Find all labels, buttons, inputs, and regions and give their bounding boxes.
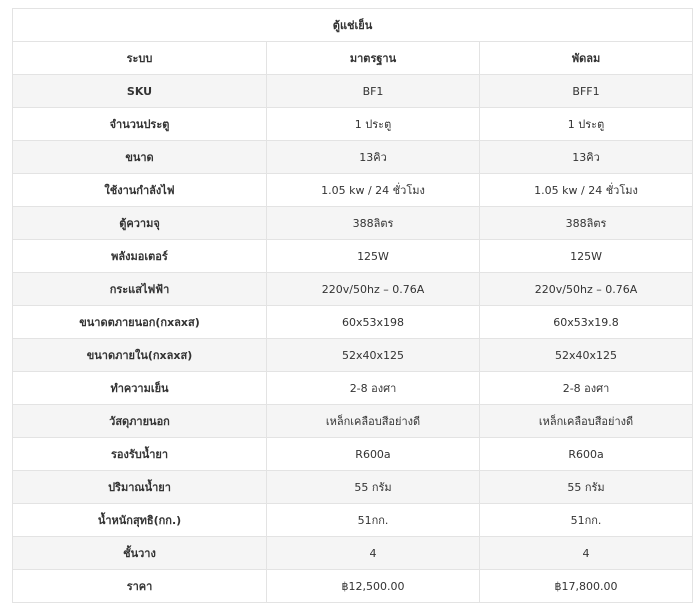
- row-label: ขนาด: [13, 141, 267, 174]
- standard-value: 125W: [267, 240, 480, 273]
- standard-value: 4: [267, 537, 480, 570]
- standard-value: เหล็กเคลือบสีอย่างดี: [267, 405, 480, 438]
- row-label: รองรับน้ำยา: [13, 438, 267, 471]
- row-label: ขนาดตภายนอก(กxลxส): [13, 306, 267, 339]
- fan-value: 13คิว: [480, 141, 693, 174]
- row-label: ราคา: [13, 570, 267, 603]
- table-row: [13, 75, 693, 108]
- row-label: วัสดุภายนอก: [13, 405, 267, 438]
- row-label: กระแสไฟฟ้า: [13, 273, 267, 306]
- table-row: [13, 273, 693, 306]
- row-label: พลังมอเตอร์: [13, 240, 267, 273]
- fan-value: เหล็กเคลือบสีอย่างดี: [480, 405, 693, 438]
- table-row: [13, 240, 693, 273]
- table-row: [13, 471, 693, 504]
- standard-value: 51กก.: [267, 504, 480, 537]
- row-label: ทำความเย็น: [13, 372, 267, 405]
- fan-value: R600a: [480, 438, 693, 471]
- standard-value: 60x53x198: [267, 306, 480, 339]
- fan-value: 220v/50hz – 0.76A: [480, 273, 693, 306]
- table-header-row: [13, 42, 693, 75]
- standard-value: BF1: [267, 75, 480, 108]
- standard-value: 1 ประตู: [267, 108, 480, 141]
- fan-value: 125W: [480, 240, 693, 273]
- row-label: SKU: [13, 75, 267, 108]
- standard-value: R600a: [267, 438, 480, 471]
- row-label: ขนาดภายใน(กxลxส): [13, 339, 267, 372]
- spec-table-container: [12, 8, 692, 603]
- table-row: [13, 570, 693, 603]
- fan-value: BFF1: [480, 75, 693, 108]
- fan-value: 60x53x19.8: [480, 306, 693, 339]
- table-row: [13, 372, 693, 405]
- table-row: [13, 339, 693, 372]
- row-label: ชั้นวาง: [13, 537, 267, 570]
- table-row: [13, 537, 693, 570]
- fan-value: 1.05 kw / 24 ชั่วโมง: [480, 174, 693, 207]
- fan-value: 2-8 องศา: [480, 372, 693, 405]
- standard-value: 1.05 kw / 24 ชั่วโมง: [267, 174, 480, 207]
- standard-value: 220v/50hz – 0.76A: [267, 273, 480, 306]
- table-row: [13, 174, 693, 207]
- fan-value: 1 ประตู: [480, 108, 693, 141]
- table-row: [13, 504, 693, 537]
- row-label: ปริมาณน้ำยา: [13, 471, 267, 504]
- standard-value: ฿12,500.00: [267, 570, 480, 603]
- column-header-standard: มาตรฐาน: [267, 42, 480, 75]
- spec-table: [12, 8, 693, 603]
- fan-value: 4: [480, 537, 693, 570]
- column-header-fan: พัดลม: [480, 42, 693, 75]
- row-label: ตู้ความจุ: [13, 207, 267, 240]
- row-label: น้ำหนักสุทธิ(กก.): [13, 504, 267, 537]
- table-row: [13, 207, 693, 240]
- fan-value: 52x40x125: [480, 339, 693, 372]
- fan-value: ฿17,800.00: [480, 570, 693, 603]
- fan-value: 51กก.: [480, 504, 693, 537]
- table-row: [13, 306, 693, 339]
- standard-value: 388ลิตร: [267, 207, 480, 240]
- standard-value: 13คิว: [267, 141, 480, 174]
- table-row: [13, 405, 693, 438]
- row-label: ใช้งานกำลังไฟ: [13, 174, 267, 207]
- table-title: ตู้แช่เย็น: [13, 9, 693, 42]
- standard-value: 52x40x125: [267, 339, 480, 372]
- table-row: [13, 141, 693, 174]
- table-row: [13, 438, 693, 471]
- fan-value: 55 กรัม: [480, 471, 693, 504]
- row-label: จำนวนประตู: [13, 108, 267, 141]
- standard-value: 2-8 องศา: [267, 372, 480, 405]
- standard-value: 55 กรัม: [267, 471, 480, 504]
- table-title-row: [13, 9, 693, 42]
- table-row: [13, 108, 693, 141]
- table-body: [13, 75, 693, 603]
- column-header-system: ระบบ: [13, 42, 267, 75]
- fan-value: 388ลิตร: [480, 207, 693, 240]
